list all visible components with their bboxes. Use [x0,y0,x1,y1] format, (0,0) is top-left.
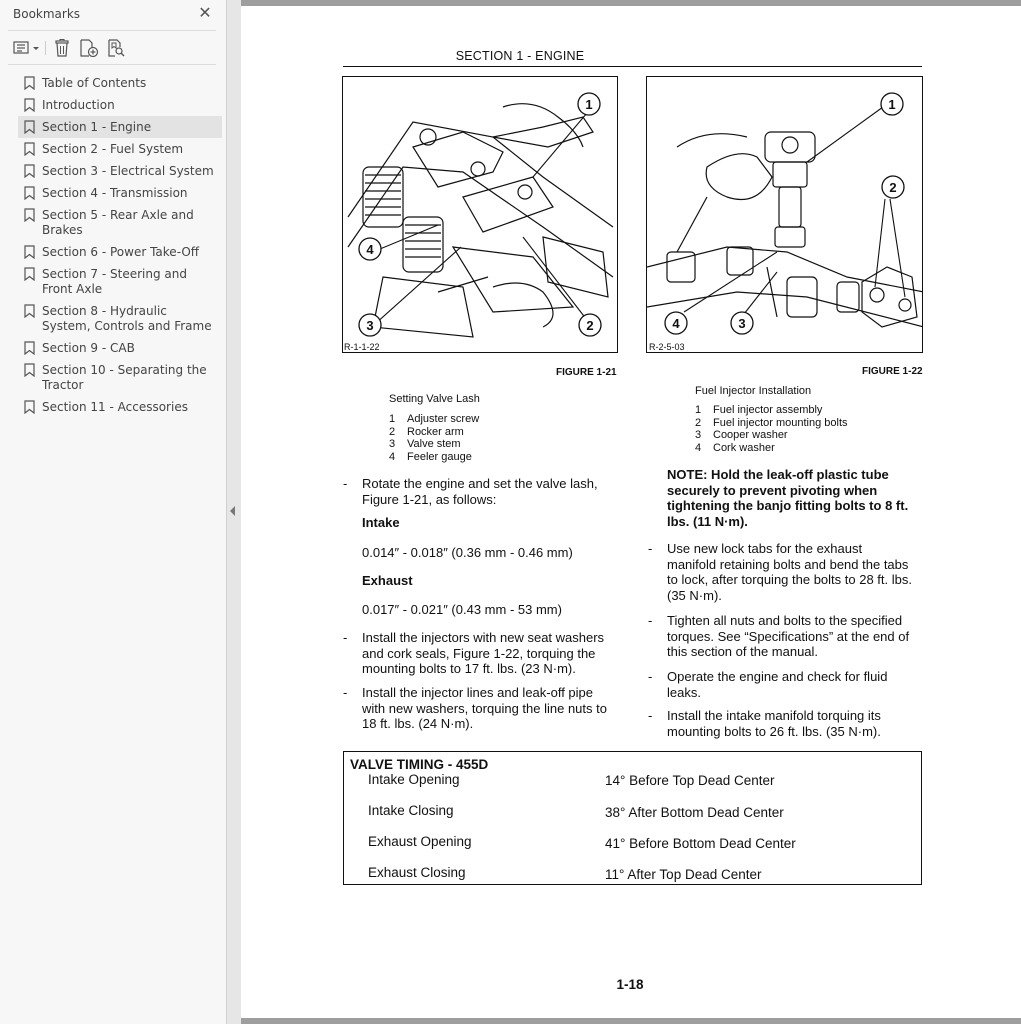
page-number: 1-18 [616,977,644,992]
legend-number: 1 [389,413,396,425]
legend-text: Adjuster screw [407,413,480,425]
text-line: (35 N·m). [667,587,722,603]
table-row-label: Intake Closing [368,803,454,818]
text-line: Install the injectors with new seat washers [362,630,605,645]
legend-number: 4 [389,450,396,463]
figure-callout: 4 [366,242,374,257]
bookmark-list [0,72,227,418]
bullet-dash: - [648,613,653,628]
bookmark-ribbon-icon [24,98,35,112]
legend-item [389,451,479,464]
text-line: lbs. (11 N·m). [667,513,748,529]
bookmark-label: Section 11 - Accessories [42,400,188,414]
legend-list [389,413,479,463]
legend-number: 2 [389,425,396,438]
legend-item [389,426,479,439]
find-bookmark-icon [107,39,127,57]
figure-callout: 2 [586,318,594,333]
legend-number: 3 [389,438,396,450]
figure-callout: 4 [672,316,680,331]
table-row-value: 38° After Bottom Dead Center [605,805,784,820]
bookmark-item[interactable] [18,72,222,94]
figure-callout: 1 [888,97,896,112]
divider [8,64,216,65]
bookmark-ribbon-icon [24,400,35,414]
note-paragraph [667,467,925,529]
bookmark-item[interactable] [18,263,222,300]
figure-code: R-1-1-22 [344,342,380,352]
table-row-label: Exhaust Opening [368,834,472,849]
legend-text: Feeler gauge [407,450,472,463]
bullet-dash: - [648,541,653,556]
bookmark-item[interactable] [18,94,222,116]
close-icon[interactable]: ✕ [198,5,212,22]
text-line: leaks. [667,684,701,700]
bookmark-ribbon-icon [24,120,35,134]
bookmark-item[interactable] [18,138,222,160]
spec-value: 0.014″ - 0.018″ (0.36 mm - 0.46 mm) [362,545,573,560]
collapse-triangle-icon[interactable] [229,505,237,519]
valve-timing-table [343,751,922,885]
find-bookmark-button[interactable] [106,37,128,59]
bookmark-label: Section 7 - Steering and Front Axle [42,267,187,296]
bullet-dash: - [648,708,653,723]
table-row-value: 11° After Top Dead Center [605,867,762,882]
paragraph [362,685,607,732]
text-line: Figure 1-21, as follows: [362,491,497,507]
legend-number: 2 [695,416,702,429]
figure-code: R-2-5-03 [649,342,685,352]
bookmark-ribbon-icon [24,363,35,377]
figure-callout: 3 [738,316,746,331]
legend-item [695,404,848,417]
table-title: VALVE TIMING - 455D [350,757,489,772]
bullet-dash: - [343,630,348,645]
bookmark-item[interactable] [18,300,222,337]
bullet-dash: - [648,669,653,684]
legend-item [389,438,479,451]
delete-bookmark-button[interactable] [52,37,72,59]
fuel-injector-drawing [647,77,923,353]
text-line: this section of the manual. [667,644,819,659]
text-line: manifold retaining bolts and bend the tabs [667,556,909,572]
legend-item [695,429,848,442]
bookmarks-title: Bookmarks [13,7,81,21]
bookmark-label: Table of Contents [42,76,147,90]
figure-caption: FIGURE 1-21 [556,367,617,378]
bookmark-ribbon-icon [24,186,35,200]
text-line: Tighten all nuts and bolts to the specified [667,613,903,628]
table-row-label: Exhaust Closing [368,865,466,880]
bookmark-label: Section 1 - Engine [42,120,152,134]
bookmark-item-selected[interactable] [18,116,222,138]
bookmark-ribbon-icon [24,142,35,156]
bookmark-ribbon-icon [24,245,35,259]
paragraph [667,541,925,603]
bookmark-label: Section 2 - Fuel System [42,142,184,156]
legend-number: 1 [695,404,702,416]
bullet-dash: - [343,476,348,491]
paragraph [362,476,598,507]
legend-text: Cooper washer [713,429,788,441]
paragraph [667,669,925,700]
valve-lash-drawing [343,77,618,353]
bookmark-ribbon-icon [24,76,35,90]
legend-item [389,413,479,426]
bookmark-label: Section 5 - Rear Axle and Brakes [42,208,194,237]
new-bookmark-icon [79,39,99,57]
bullet-dash: - [343,685,348,700]
paragraph [667,708,925,739]
subheading: Exhaust [362,573,413,588]
bookmark-ribbon-icon [24,341,35,355]
text-line: Use new lock tabs for the exhaust [667,541,863,556]
text-line: torques. See “Specifications” at the end of [667,628,910,644]
table-row-value: 14° Before Top Dead Center [605,773,775,788]
text-line: Install the intake manifold torquing its [667,708,881,723]
bookmark-item[interactable] [18,182,222,204]
figure-1-22-illustration [646,76,923,353]
subheading: Intake [362,515,400,530]
text-line: 18 ft. lbs. (24 N·m). [362,716,474,731]
legend-title: Fuel Injector Installation [695,385,812,397]
bookmarks-toolbar [0,33,227,63]
bookmark-ribbon-icon [24,267,35,281]
legend-text: Fuel injector mounting bolts [713,416,848,429]
figure-callout: 1 [585,97,593,112]
text-line: mounting bolts to 17 ft. lbs. (23 N·m). [362,661,576,676]
legend-text: Fuel injector assembly [713,404,823,416]
bookmark-label: Section 4 - Transmission [42,186,188,200]
header-rule [343,66,922,67]
text-line: and cork seals, Figure 1-22, torquing the [362,645,596,661]
options-menu-icon [13,41,41,55]
bookmark-ribbon-icon [24,304,35,318]
bookmark-item[interactable] [18,396,222,418]
toolbar-separator [45,41,46,55]
legend-number: 3 [695,429,702,441]
legend-text: Cork washer [713,441,775,454]
legend-item [695,442,848,455]
bookmark-ribbon-icon [24,208,35,222]
bookmark-label: Section 10 - Separating the Tractor [42,363,207,392]
table-row-label: Intake Opening [368,772,460,787]
legend-text: Rocker arm [407,425,464,438]
text-line: Operate the engine and check for fluid [667,669,888,684]
spec-value: 0.017″ - 0.021″ (0.43 mm - 53 mm) [362,602,562,617]
bookmarks-header [0,0,227,30]
bookmark-item[interactable] [18,241,222,263]
text-line: with new washers, torquing the line nuts to [362,700,607,716]
text-line: Rotate the engine and set the valve lash, [362,476,598,491]
bookmark-label: Introduction [42,98,115,112]
divider [8,30,216,31]
legend-title: Setting Valve Lash [389,393,480,405]
options-menu-button[interactable] [12,37,42,59]
legend-list [695,404,848,454]
figure-caption: FIGURE 1-22 [862,366,923,377]
bookmark-item[interactable] [18,160,222,182]
bookmark-label: Section 3 - Electrical System [42,164,214,178]
new-bookmark-button[interactable] [78,37,100,59]
bookmark-item[interactable] [18,359,222,396]
bookmark-item[interactable] [18,337,222,359]
bookmark-label: Section 9 - CAB [42,341,135,355]
figure-callout: 3 [366,318,374,333]
text-line: Install the injector lines and leak-off pipe [362,685,594,700]
bookmark-label: Section 8 - Hydraulic System, Controls and Frame [42,304,212,333]
bookmarks-panel [0,0,227,1024]
text-line: NOTE: Hold the leak-off plastic tube [667,467,889,482]
figure-1-21-illustration [342,76,618,353]
text-line: mounting bolts to 26 ft. lbs. (35 N·m). [667,723,881,739]
bookmark-ribbon-icon [24,164,35,178]
legend-text: Valve stem [407,438,461,450]
legend-number: 4 [695,441,702,454]
paragraph [667,613,925,660]
text-line: to lock, after torquing the bolts to 28 ft. lbs. [667,572,912,587]
bookmark-item[interactable] [18,204,222,241]
trash-icon [54,39,70,57]
bookmark-label: Section 6 - Power Take-Off [42,245,200,259]
section-header: SECTION 1 - ENGINE [455,49,585,63]
figure-callout: 2 [889,180,897,195]
text-line: securely to prevent pivoting when [667,482,878,498]
legend-item [695,417,848,430]
text-line: tightening the banjo fitting bolts to 8 ft. [667,498,909,513]
table-row-value: 41° Before Bottom Dead Center [605,836,796,851]
page-edge [241,1018,1021,1024]
paragraph [362,630,604,677]
